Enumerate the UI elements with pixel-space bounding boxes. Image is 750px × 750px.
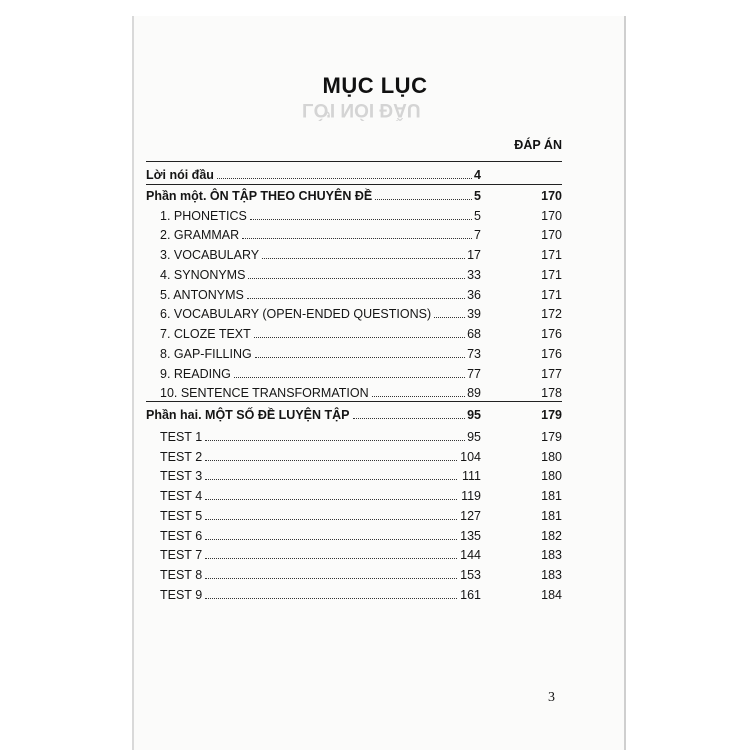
toc-entry-label: TEST 6: [160, 529, 203, 543]
toc-entry-12[interactable]: [0, 383, 750, 403]
toc-entry-page: 7: [474, 228, 481, 242]
dot-leader: [205, 479, 457, 480]
toc-entry-5[interactable]: [0, 245, 750, 265]
toc-entry-answer-page: 170: [541, 209, 562, 223]
toc-entry-1[interactable]: [0, 165, 750, 185]
toc-entry-answer-page: 180: [541, 450, 562, 464]
toc-entry-page: 36: [467, 288, 481, 302]
toc-entry-label: TEST 4: [160, 489, 203, 503]
toc-entry-4[interactable]: [0, 225, 750, 245]
page-number: 3: [548, 690, 555, 705]
toc-entry-answer-page: 178: [541, 386, 562, 400]
page-title: MỤC LỤC: [322, 73, 428, 98]
dot-leader: [205, 499, 457, 500]
toc-entry-page: 127: [460, 509, 481, 523]
dot-leader: [205, 440, 465, 441]
toc-entry-page: 119: [461, 489, 481, 503]
toc-entry-page: 4: [474, 168, 481, 182]
toc-entry-page: 144: [460, 548, 481, 562]
show-through-heading: LỜI NÓI ĐẦU: [302, 99, 421, 120]
toc-entry-page: 161: [460, 588, 481, 602]
toc-entry-label: Phần một. ÔN TẬP THEO CHUYÊN ĐỀ: [146, 189, 373, 203]
toc-entry-label: 8. GAP-FILLING: [160, 347, 252, 361]
answer-column-header: ĐÁP ÁN: [514, 138, 562, 152]
toc-entry-answer-page: 171: [541, 248, 562, 262]
toc-entry-label: TEST 2: [160, 450, 203, 464]
toc-entry-answer-page: 181: [541, 509, 562, 523]
toc-entry-answer-page: 179: [541, 408, 562, 422]
toc-entry-label: 7. CLOZE TEXT: [160, 327, 251, 341]
toc-entry-label: TEST 5: [160, 509, 203, 523]
toc-entry-answer-page: 176: [541, 327, 562, 341]
dot-leader: [262, 258, 465, 259]
toc-entry-answer-page: 181: [541, 489, 562, 503]
toc-entry-11[interactable]: [0, 364, 750, 384]
toc-entry-15[interactable]: [0, 447, 750, 467]
toc-entry-page: 5: [474, 189, 481, 203]
toc-entry-page: 95: [467, 408, 481, 422]
toc-entry-answer-page: 182: [541, 529, 562, 543]
toc-entry-answer-page: 180: [541, 469, 562, 483]
toc-entry-label: 6. VOCABULARY (OPEN-ENDED QUESTIONS): [160, 307, 432, 321]
toc-entry-page: 17: [467, 248, 481, 262]
toc-entry-label: 4. SYNONYMS: [160, 268, 246, 282]
toc-entry-18[interactable]: [0, 506, 750, 526]
toc-entry-19[interactable]: [0, 526, 750, 546]
toc-entry-label: Lời nói đầu: [146, 168, 214, 182]
dot-leader: [242, 238, 472, 239]
toc-entry-answer-page: 171: [541, 268, 562, 282]
toc-entry-label: 2. GRAMMAR: [160, 228, 240, 242]
toc-entry-page: 68: [467, 327, 481, 341]
toc-entry-page: 89: [467, 386, 481, 400]
dot-leader: [205, 558, 457, 559]
dot-leader: [205, 598, 457, 599]
toc-entry-answer-page: 170: [541, 228, 562, 242]
toc-entry-label: 10. SENTENCE TRANSFORMATION: [160, 386, 369, 400]
toc-entry-answer-page: 171: [541, 288, 562, 302]
section-divider: [146, 184, 562, 185]
toc-entry-20[interactable]: [0, 545, 750, 565]
toc-entry-21[interactable]: [0, 565, 750, 585]
toc-entry-page: 5: [474, 209, 481, 223]
toc-entry-3[interactable]: [0, 206, 750, 226]
toc-entry-label: TEST 7: [160, 548, 203, 562]
toc-entry-page: 111: [461, 469, 481, 483]
dot-leader: [248, 278, 465, 279]
toc-entry-answer-page: 179: [541, 430, 562, 444]
toc-entry-answer-page: 172: [541, 307, 562, 321]
toc-entry-label: 1. PHONETICS: [160, 209, 247, 223]
toc-entry-page: 135: [460, 529, 481, 543]
dot-leader: [247, 298, 465, 299]
toc-entry-answer-page: 170: [541, 189, 562, 203]
toc-entry-page: 95: [467, 430, 481, 444]
toc-entry-page: 39: [467, 307, 481, 321]
toc-entry-answer-page: 184: [541, 588, 562, 602]
toc-entry-answer-page: 176: [541, 347, 562, 361]
dot-leader: [205, 519, 457, 520]
toc-entry-label: TEST 8: [160, 568, 203, 582]
dot-leader: [254, 337, 465, 338]
toc-entry-page: 77: [467, 367, 481, 381]
toc-entry-6[interactable]: [0, 265, 750, 285]
toc-entry-8[interactable]: [0, 304, 750, 324]
toc-entry-14[interactable]: [0, 427, 750, 447]
dot-leader: [255, 357, 465, 358]
toc-entry-9[interactable]: [0, 324, 750, 344]
dot-leader: [234, 377, 465, 378]
toc-entry-label: TEST 3: [160, 469, 203, 483]
toc-entry-answer-page: 183: [541, 548, 562, 562]
toc-entry-label: Phần hai. MỘT SỐ ĐỀ LUYỆN TẬP: [146, 408, 350, 422]
toc-entry-page: 33: [467, 268, 481, 282]
toc-entry-22[interactable]: [0, 585, 750, 605]
toc-entry-17[interactable]: [0, 486, 750, 506]
toc-entry-2[interactable]: [0, 186, 750, 206]
toc-entry-7[interactable]: [0, 285, 750, 305]
dot-leader: [205, 460, 457, 461]
toc-entry-page: 104: [460, 450, 481, 464]
dot-leader: [205, 578, 457, 579]
dot-leader: [250, 219, 472, 220]
toc-entry-label: TEST 9: [160, 588, 203, 602]
toc-entry-16[interactable]: [0, 466, 750, 486]
toc-entry-label: 5. ANTONYMS: [160, 288, 244, 302]
toc-entry-label: TEST 1: [160, 430, 203, 444]
toc-entry-answer-page: 183: [541, 568, 562, 582]
toc-entry-label: 9. READING: [160, 367, 231, 381]
section-divider: [146, 401, 562, 402]
toc-entry-label: 3. VOCABULARY: [160, 248, 260, 262]
dot-leader: [205, 539, 457, 540]
toc-entry-page: 153: [460, 568, 481, 582]
dot-leader: [217, 178, 472, 179]
toc-entry-10[interactable]: [0, 344, 750, 364]
toc-entry-answer-page: 177: [541, 367, 562, 381]
toc-entry-13[interactable]: [0, 405, 750, 425]
toc-entry-page: 73: [467, 347, 481, 361]
